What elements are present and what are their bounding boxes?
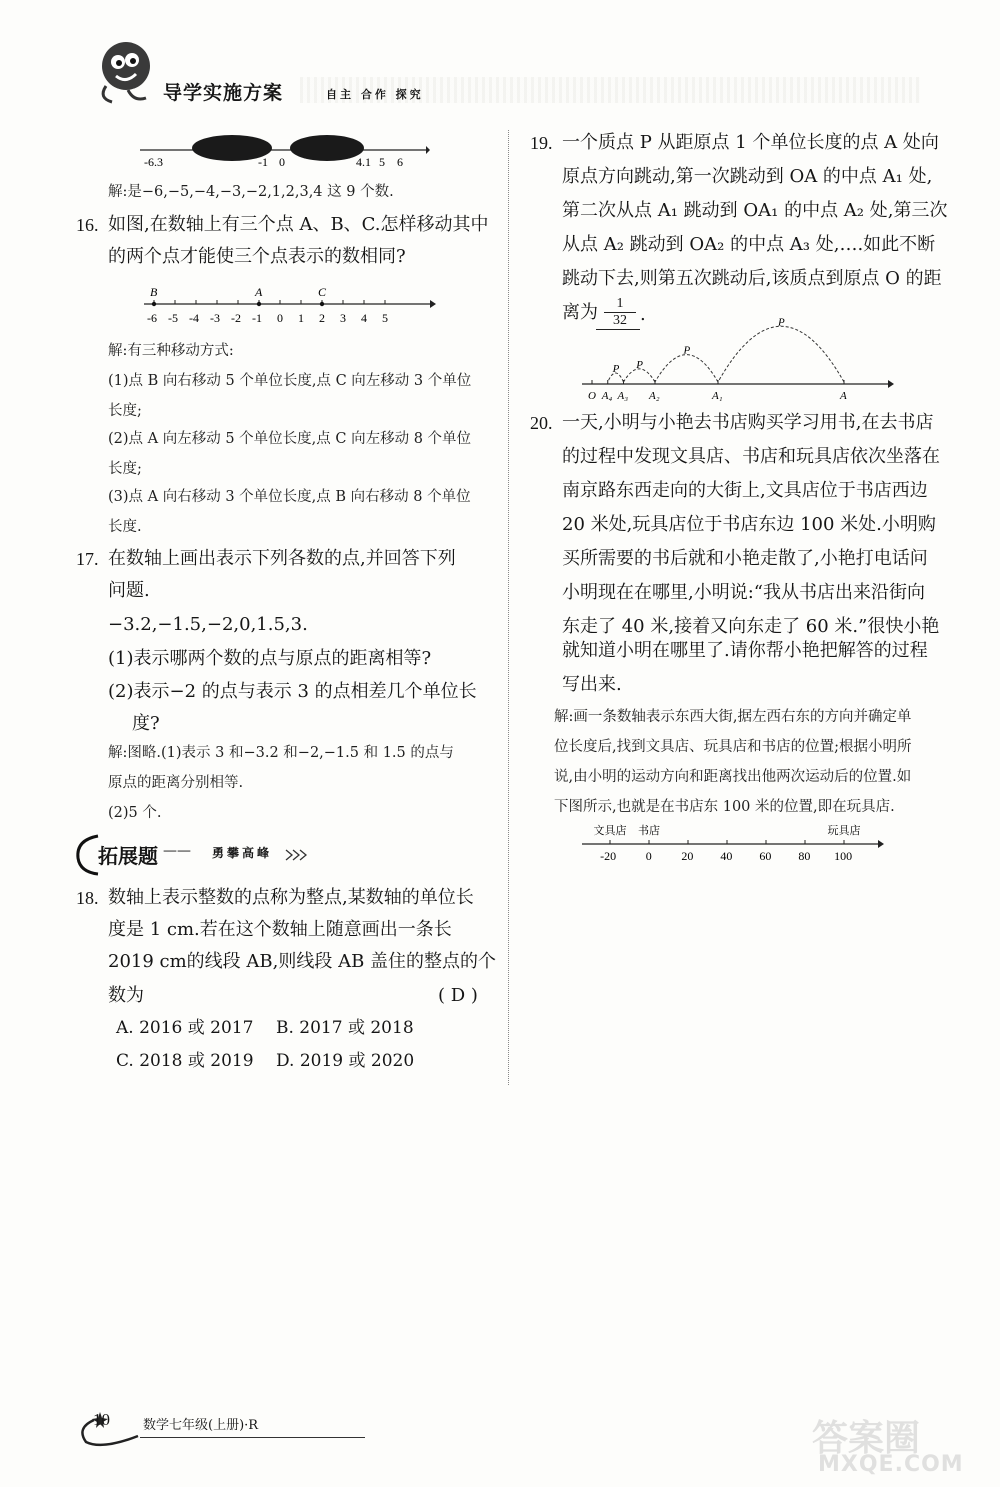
mascot-logo <box>88 36 160 108</box>
q19-last-line: 离为 <box>562 302 598 323</box>
q17-solution-line: 原点的距离分别相等. <box>108 775 244 791</box>
axis-tick-label: 40 <box>720 849 733 863</box>
section-dash: —— <box>163 843 191 859</box>
q19-answer-denominator: 32 <box>613 313 627 328</box>
answer-underline <box>596 329 640 330</box>
q16-solution-line: (3)点 A 向右移动 3 个单位长度,点 B 向右移动 8 个单位 <box>108 489 471 505</box>
axis-arrow <box>430 300 436 308</box>
q19-text-line: 原点方向跳动,第一次跳动到 OA 的中点 A₁ 处, <box>562 166 933 187</box>
axis-point <box>152 302 156 306</box>
axis-tick-label: 0 <box>645 849 652 863</box>
axis-point-label: A₁ <box>712 390 723 402</box>
q19-text-line: 一个质点 P 从距原点 1 个单位长度的点 A 处向 <box>562 132 939 153</box>
top-axis-label: 5 <box>379 155 385 169</box>
q18-option: C. 2018 或 2019 <box>116 1051 254 1071</box>
footer-rule <box>140 1437 365 1438</box>
section-arrows-icon <box>284 848 310 862</box>
q17-sub2-cont: 度? <box>132 713 160 734</box>
q19-answer-numerator: 1 <box>616 296 624 311</box>
axis-point-label: B <box>150 285 158 299</box>
axis-tick-label: 0 <box>277 311 283 325</box>
q20-street-number-line <box>580 820 890 866</box>
q19-number: 19. <box>530 133 553 153</box>
q20-text-line: 买所需要的书后就和小艳走散了,小艳打电话问 <box>562 548 928 569</box>
axis-tick-label: 20 <box>681 849 694 863</box>
q19-period: . <box>640 304 646 325</box>
axis-point-label: A₃ <box>617 390 629 402</box>
page-header-subtitle: 自主 合作 探究 <box>326 88 424 101</box>
jump-arc <box>718 326 844 382</box>
watermark-url: MXQE.COM <box>818 1452 964 1477</box>
section-subtitle: 勇攀高峰 <box>212 846 273 860</box>
axis-tick-label: -4 <box>189 311 199 325</box>
footer-book-title: 数学七年级(上册)·R <box>143 1418 259 1433</box>
q17-number: 17. <box>76 549 99 569</box>
q20-text-line: 20 米处,玩具店位于书店东边 100 米处.小明购 <box>562 514 936 535</box>
axis-tick-label: -5 <box>168 311 178 325</box>
q15-solution: 解:是−6,−5,−4,−3,−2,1,2,3,4 这 9 个数. <box>108 184 394 200</box>
q16-number-line <box>140 282 440 330</box>
axis-tick-label: -2 <box>231 311 241 325</box>
q20-text-line: 东走了 40 米,接着又向东走了 60 米.”很快小艳 <box>562 616 940 637</box>
axis-tick-label: 100 <box>834 849 853 863</box>
top-axis-label: -6.3 <box>144 155 163 169</box>
q16-solution-line: 长度; <box>108 403 142 419</box>
top-axis-label: 6 <box>397 155 403 169</box>
q18-text-line: 数轴上表示整数的点称为整点,某数轴的单位长 <box>108 887 474 908</box>
top-axis-label: 0 <box>279 155 285 169</box>
q18-answer: ( D ) <box>438 985 478 1006</box>
axis-point-label: A <box>840 390 847 402</box>
q16-solution-line: 长度. <box>108 519 142 535</box>
q18-number: 18. <box>76 888 99 908</box>
q20-text-line: 的过程中发现文具店、书店和玩具店依次坐落在 <box>562 446 940 467</box>
axis-tick-label: -3 <box>210 311 220 325</box>
jump-label: P <box>683 344 691 357</box>
axis-tick-label: 60 <box>759 849 772 863</box>
q16-solution-line: 长度; <box>108 461 142 477</box>
q19-text-line: 第二次从点 A₁ 跳动到 OA₁ 的中点 A₂ 处,第三次 <box>562 200 948 221</box>
axis-point <box>257 302 261 306</box>
axis-arrow <box>888 380 894 388</box>
q17-text-line: 在数轴上画出表示下列各数的点,并回答下列 <box>108 548 456 569</box>
store-label: 书店 <box>638 824 660 837</box>
q20-text-line: 写出来. <box>562 674 622 695</box>
q17-numbers: −3.2,−1.5,−2,0,1.5,3. <box>108 614 308 635</box>
q16-solution-line: (1)点 B 向右移动 5 个单位长度,点 C 向左移动 3 个单位 <box>108 373 472 389</box>
axis-point-label: O <box>588 390 596 402</box>
axis-tick-label: 1 <box>298 311 304 325</box>
q20-number: 20. <box>530 413 553 433</box>
axis-tick-label: -20 <box>600 849 617 863</box>
q18-option: D. 2019 或 2020 <box>276 1051 415 1071</box>
q18-text-line: 度是 1 cm.若在这个数轴上随意画出一条长 <box>108 919 452 940</box>
q17-solution-line: 解:图略.(1)表示 3 和−3.2 和−2,−1.5 和 1.5 的点与 <box>108 745 454 761</box>
q16-text-line: 如图,在数轴上有三个点 A、B、C.怎样移动其中 <box>108 214 489 235</box>
q17-text-line: 问题. <box>108 580 150 601</box>
column-divider <box>508 130 509 1085</box>
q20-text-line: 一天,小明与小艳去书店购买学习用书,在去书店 <box>562 412 934 433</box>
q18-option: B. 2017 或 2018 <box>276 1018 414 1038</box>
page-header-title: 导学实施方案 <box>163 82 284 104</box>
q18-option: A. 2016 或 2017 <box>116 1018 254 1038</box>
q17-sub2: (2)表示−2 的点与表示 3 的点相差几个单位长 <box>108 681 477 702</box>
axis-tick-label: -1 <box>252 311 262 325</box>
q20-solution-line: 解:画一条数轴表示东西大街,据左西右东的方向并确定单 <box>554 709 912 725</box>
axis-tick-label: 2 <box>319 311 325 325</box>
q16-solution-line: 解:有三种移动方式: <box>108 343 234 359</box>
axis-point <box>320 302 324 306</box>
store-label: 文具店 <box>593 824 627 837</box>
axis-tick-label: 4 <box>361 311 367 325</box>
watermark-logo-text: 答案圈 <box>812 1418 921 1459</box>
q16-text-line: 的两个点才能使三个点表示的数相同? <box>108 246 406 267</box>
top-number-line <box>130 134 430 174</box>
axis-tick-label: 3 <box>340 311 346 325</box>
axis-point-label: A <box>255 285 263 299</box>
q20-text-line: 南京路东西走向的大街上,文具店位于书店西边 <box>562 480 928 501</box>
axis-arrow <box>878 840 884 848</box>
jump-label: P <box>636 358 643 371</box>
q18-text-line: 2019 cm的线段 AB,则线段 AB 盖住的整点的个 <box>108 951 497 972</box>
jump-label: P <box>612 363 620 375</box>
q18-text-line: 数为 <box>108 985 144 1006</box>
top-axis-label: 4.1 <box>356 155 371 169</box>
q20-solution-line: 位长度后,找到文具店、玩具店和书店的位置;根据小明所 <box>554 739 912 755</box>
q20-solution-line: 下图所示,也就是在书店东 100 米的位置,即在玩具店. <box>554 799 895 815</box>
jump-arc <box>655 355 718 382</box>
q20-text-line: 就知道小明在哪里了.请你帮小艳把解答的过程 <box>562 640 928 661</box>
axis-point-label: C <box>318 285 327 299</box>
q20-solution-line: 说,由小明的运动方向和距离找出他两次运动后的位置.如 <box>554 769 912 785</box>
top-axis-label: -1 <box>258 155 268 169</box>
q17-sub1: (1)表示哪两个数的点与原点的距离相等? <box>108 648 432 669</box>
q17-solution-line: (2)5 个. <box>108 805 162 821</box>
q20-text-line: 小明现在在哪里,小明说:“我从书店出来沿街向 <box>562 582 925 603</box>
axis-tick-label: 80 <box>798 849 811 863</box>
jump-label: P <box>778 316 785 329</box>
axis-tick-label: -6 <box>147 311 157 325</box>
q16-solution-line: (2)点 A 向左移动 5 个单位长度,点 C 向左移动 8 个单位 <box>108 431 472 447</box>
axis-point-label: A₄ <box>601 390 613 402</box>
q19-answer-fraction <box>598 296 642 329</box>
axis-point-label: A₂ <box>649 390 660 402</box>
store-label: 玩具店 <box>827 824 861 837</box>
axis-tick-label: 5 <box>382 311 388 325</box>
q19-text-line: 跳动下去,则第五次跳动后,该质点到原点 O 的距 <box>562 268 942 289</box>
section-title: 拓展题 <box>98 844 158 868</box>
q19-text-line: 从点 A₂ 跳动到 OA₂ 的中点 A₃ 处,….如此不断 <box>562 234 936 255</box>
q16-number: 16. <box>76 215 99 235</box>
page-number: 10 <box>93 1410 110 1429</box>
